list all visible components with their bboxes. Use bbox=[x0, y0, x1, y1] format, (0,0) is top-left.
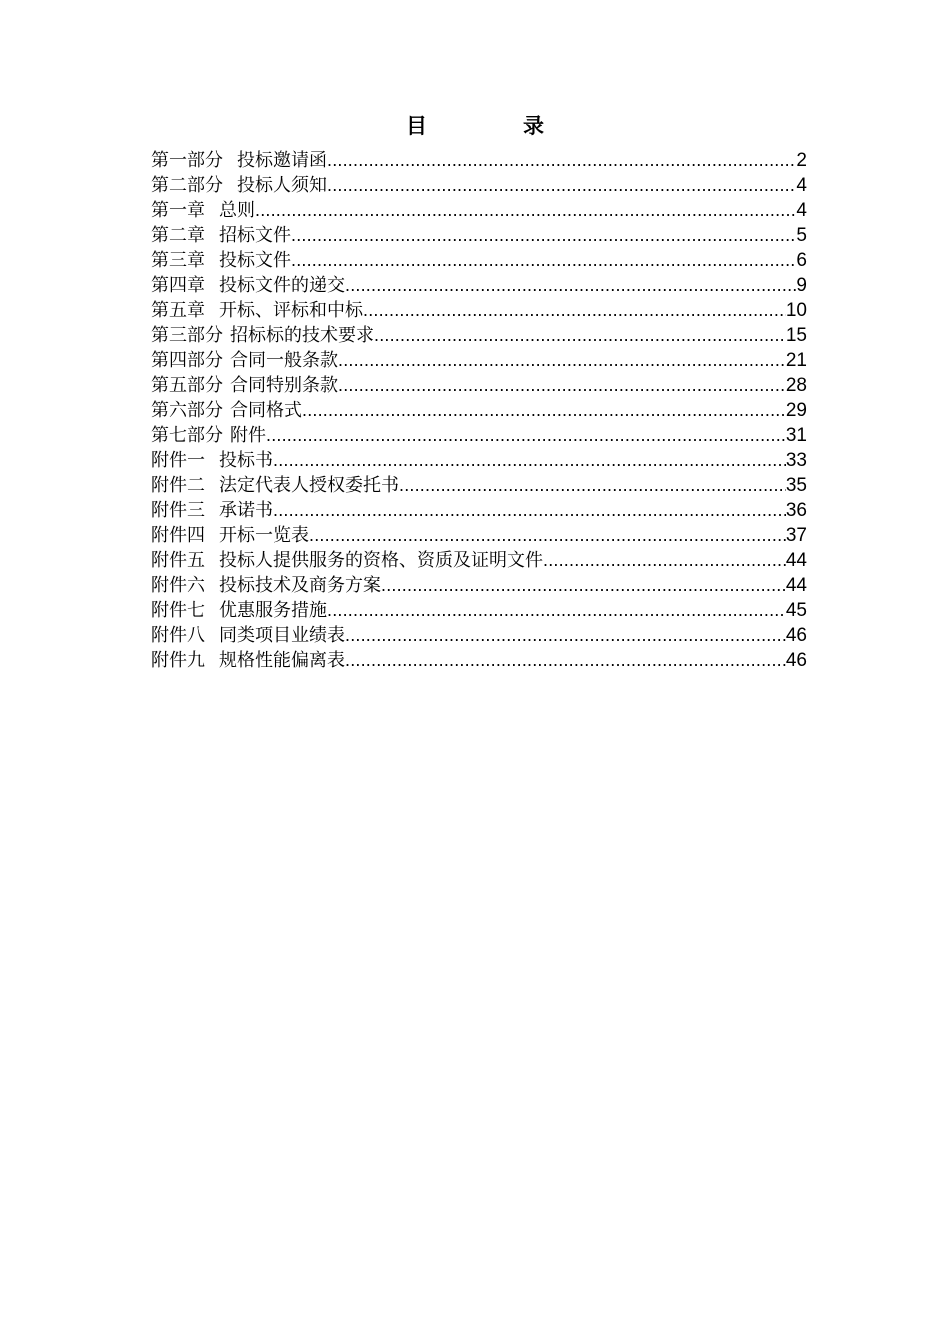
toc-entry-page-number: 10 bbox=[785, 300, 807, 321]
toc-title-part1: 目 bbox=[406, 114, 427, 138]
toc-title-part2: 录 bbox=[523, 114, 544, 138]
toc-entry-section: 附件五 bbox=[151, 550, 205, 571]
toc-entry-label bbox=[151, 623, 345, 648]
toc-dot-leader bbox=[363, 298, 786, 323]
toc-dot-leader bbox=[327, 173, 796, 198]
toc-entry-page-number: 21 bbox=[785, 350, 807, 371]
toc-entry[interactable] bbox=[151, 423, 807, 448]
toc-entry-page-number: 9 bbox=[796, 275, 807, 296]
toc-dot-leader bbox=[273, 498, 786, 523]
toc-dot-leader bbox=[399, 473, 786, 498]
table-of-contents bbox=[151, 148, 807, 673]
toc-entry-title: 招标文件 bbox=[219, 225, 291, 246]
toc-dot-leader bbox=[338, 348, 786, 373]
toc-entry-label bbox=[151, 173, 327, 198]
toc-entry-section: 附件七 bbox=[151, 600, 205, 621]
toc-entry-section: 附件八 bbox=[151, 625, 205, 646]
toc-entry-title: 法定代表人授权委托书 bbox=[219, 475, 399, 496]
toc-dot-leader bbox=[543, 548, 786, 573]
toc-entry-label bbox=[151, 298, 363, 323]
toc-entry-section: 第二部分 bbox=[151, 175, 223, 196]
toc-dot-leader bbox=[309, 523, 786, 548]
toc-entry-label bbox=[151, 348, 338, 373]
toc-entry-label bbox=[151, 398, 302, 423]
toc-entry-section: 附件一 bbox=[151, 450, 205, 471]
toc-entry-page-number: 29 bbox=[785, 400, 807, 421]
toc-entry-label bbox=[151, 648, 345, 673]
toc-entry-label bbox=[151, 598, 327, 623]
toc-entry-label bbox=[151, 148, 327, 173]
toc-dot-leader bbox=[266, 423, 786, 448]
toc-entry-label bbox=[151, 423, 266, 448]
toc-entry-label bbox=[151, 273, 345, 298]
toc-entry-page-number: 5 bbox=[796, 225, 807, 246]
toc-entry-section: 第一章 bbox=[151, 200, 205, 221]
toc-entry-section: 第一部分 bbox=[151, 150, 223, 171]
toc-entry-title: 承诺书 bbox=[219, 500, 273, 521]
toc-entry[interactable] bbox=[151, 223, 807, 248]
toc-entry-page-number: 31 bbox=[785, 425, 807, 446]
toc-entry-title: 同类项目业绩表 bbox=[219, 625, 345, 646]
toc-entry[interactable] bbox=[151, 473, 807, 498]
toc-entry-page-number: 44 bbox=[785, 575, 807, 596]
toc-entry-label bbox=[151, 323, 374, 348]
toc-dot-leader bbox=[291, 223, 796, 248]
toc-entry-page-number: 35 bbox=[785, 475, 807, 496]
toc-entry-section: 第六部分 bbox=[151, 400, 223, 421]
toc-entry[interactable] bbox=[151, 448, 807, 473]
toc-entry-page-number: 36 bbox=[785, 500, 807, 521]
toc-entry-title: 投标邀请函 bbox=[237, 150, 327, 171]
toc-entry-page-number: 46 bbox=[785, 650, 807, 671]
toc-dot-leader bbox=[291, 248, 796, 273]
toc-entry-title: 优惠服务措施 bbox=[219, 600, 327, 621]
toc-entry[interactable] bbox=[151, 248, 807, 273]
toc-entry-section: 附件四 bbox=[151, 525, 205, 546]
toc-entry-title: 投标文件的递交 bbox=[219, 275, 345, 296]
toc-entry[interactable] bbox=[151, 598, 807, 623]
toc-entry-title: 投标文件 bbox=[219, 250, 291, 271]
toc-title bbox=[0, 112, 950, 140]
toc-entry-title: 投标人须知 bbox=[237, 175, 327, 196]
toc-entry-section: 第五章 bbox=[151, 300, 205, 321]
toc-entry-title: 规格性能偏离表 bbox=[219, 650, 345, 671]
toc-dot-leader bbox=[302, 398, 786, 423]
toc-entry[interactable] bbox=[151, 498, 807, 523]
toc-entry-title: 投标人提供服务的资格、资质及证明文件 bbox=[219, 550, 543, 571]
toc-entry-section: 第三部分 bbox=[151, 325, 223, 346]
toc-entry[interactable] bbox=[151, 523, 807, 548]
toc-entry-title: 合同特别条款 bbox=[230, 375, 338, 396]
toc-entry[interactable] bbox=[151, 373, 807, 398]
toc-entry-label bbox=[151, 573, 381, 598]
toc-entry-label bbox=[151, 448, 273, 473]
toc-entry[interactable] bbox=[151, 198, 807, 223]
toc-entry-page-number: 33 bbox=[785, 450, 807, 471]
toc-entry-label bbox=[151, 198, 255, 223]
toc-dot-leader bbox=[345, 273, 796, 298]
toc-entry-label bbox=[151, 498, 273, 523]
toc-entry-section: 附件三 bbox=[151, 500, 205, 521]
toc-dot-leader bbox=[273, 448, 786, 473]
toc-entry-page-number: 45 bbox=[785, 600, 807, 621]
toc-entry[interactable] bbox=[151, 148, 807, 173]
toc-entry-section: 第三章 bbox=[151, 250, 205, 271]
toc-entry-title: 总则 bbox=[219, 200, 255, 221]
toc-entry-page-number: 6 bbox=[796, 250, 807, 271]
toc-dot-leader bbox=[327, 598, 786, 623]
toc-dot-leader bbox=[327, 148, 796, 173]
toc-entry-page-number: 15 bbox=[785, 325, 807, 346]
toc-entry-section: 附件九 bbox=[151, 650, 205, 671]
toc-entry[interactable] bbox=[151, 398, 807, 423]
toc-entry-label bbox=[151, 223, 291, 248]
toc-dot-leader bbox=[255, 198, 796, 223]
toc-entry-label bbox=[151, 248, 291, 273]
toc-entry-title: 开标、评标和中标 bbox=[219, 300, 363, 321]
toc-entry-title: 开标一览表 bbox=[219, 525, 309, 546]
toc-entry-page-number: 46 bbox=[785, 625, 807, 646]
toc-entry[interactable] bbox=[151, 623, 807, 648]
toc-dot-leader bbox=[374, 323, 786, 348]
toc-entry-title: 投标书 bbox=[219, 450, 273, 471]
toc-dot-leader bbox=[338, 373, 786, 398]
toc-entry-label bbox=[151, 523, 309, 548]
toc-entry-page-number: 44 bbox=[785, 550, 807, 571]
toc-entry[interactable] bbox=[151, 348, 807, 373]
toc-entry[interactable] bbox=[151, 573, 807, 598]
toc-entry-title: 合同格式 bbox=[230, 400, 302, 421]
toc-dot-leader bbox=[381, 573, 786, 598]
toc-entry-title: 招标标的技术要求 bbox=[230, 325, 374, 346]
toc-entry-page-number: 28 bbox=[785, 375, 807, 396]
toc-entry-section: 第七部分 bbox=[151, 425, 223, 446]
toc-entry-page-number: 4 bbox=[796, 175, 807, 196]
toc-entry-section: 第五部分 bbox=[151, 375, 223, 396]
toc-entry-section: 第四部分 bbox=[151, 350, 223, 371]
toc-entry[interactable] bbox=[151, 298, 807, 323]
toc-entry-title: 合同一般条款 bbox=[230, 350, 338, 371]
toc-entry[interactable] bbox=[151, 648, 807, 673]
toc-entry-section: 附件二 bbox=[151, 475, 205, 496]
toc-dot-leader bbox=[345, 623, 786, 648]
toc-dot-leader bbox=[345, 648, 786, 673]
toc-entry-section: 第二章 bbox=[151, 225, 205, 246]
toc-entry-label bbox=[151, 548, 543, 573]
toc-entry-section: 第四章 bbox=[151, 275, 205, 296]
toc-entry-page-number: 2 bbox=[796, 150, 807, 171]
toc-entry-label bbox=[151, 473, 399, 498]
toc-entry-page-number: 4 bbox=[796, 200, 807, 221]
toc-entry[interactable] bbox=[151, 323, 807, 348]
toc-entry-title: 附件 bbox=[230, 425, 266, 446]
toc-entry-page-number: 37 bbox=[785, 525, 807, 546]
toc-entry-title: 投标技术及商务方案 bbox=[219, 575, 381, 596]
toc-entry[interactable] bbox=[151, 273, 807, 298]
toc-entry-label bbox=[151, 373, 338, 398]
toc-entry[interactable] bbox=[151, 548, 807, 573]
toc-entry[interactable] bbox=[151, 173, 807, 198]
toc-entry-section: 附件六 bbox=[151, 575, 205, 596]
